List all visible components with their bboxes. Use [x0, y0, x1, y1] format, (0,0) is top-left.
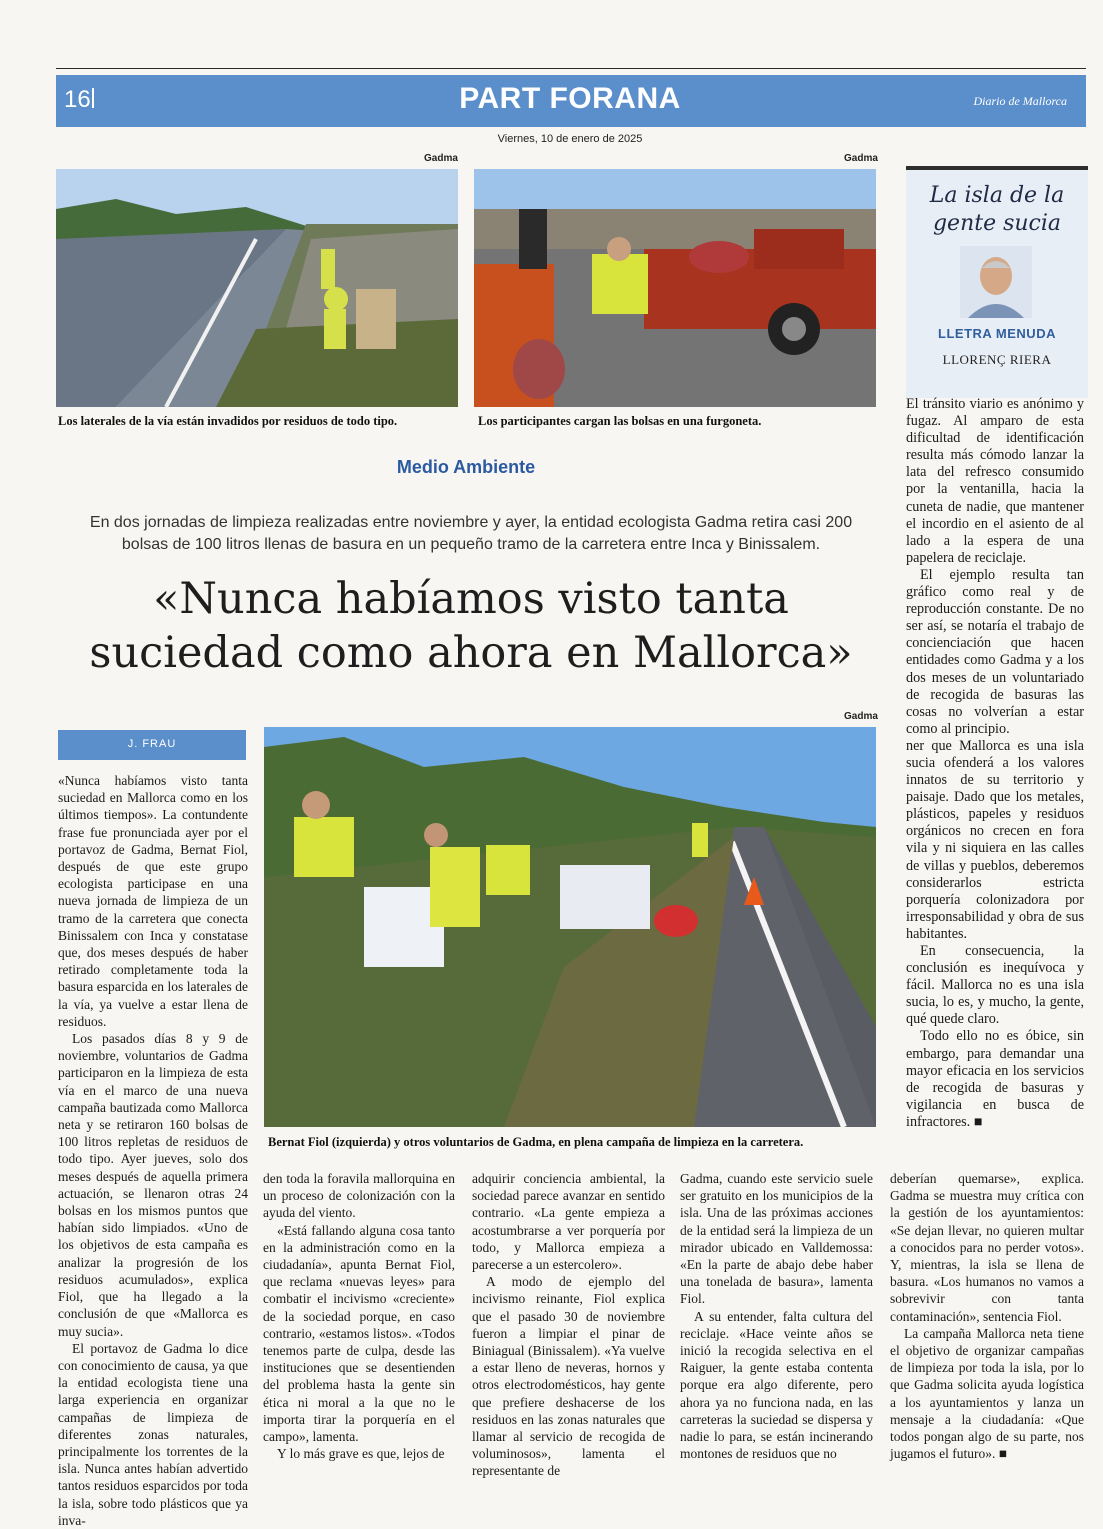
body-paragraph: El portavoz de Gadma lo dice con conocimiento de causa, ya que la entidad ecologista tiene una larga experiencia en organizar campañas de limpieza de diferentes zonas naturales, principalmente los torrentes de la isla. Nunca antes habían advertido tantos residuos esparcidos por toda la isla, sobre todo plásticos que ya inva- [58, 1340, 248, 1528]
body-paragraph: adquirir conciencia ambiental, la sociedad parece avanzar en sentido contrario. «La gente empieza a acostumbrarse a ver porquería por todo, y Mallorca empieza a parecerse a un estercolero». [472, 1171, 665, 1273]
opinion-paragraph: En consecuencia, la conclusión es inequívoca y fácil. Mallorca no es una isla sucia, lo es, y mucho, la gente, qué quede claro. [906, 943, 1084, 1028]
summary-line: En dos jornadas de limpieza realizadas entre noviembre y ayer, la entidad ecologista Gadma retira casi 200 [89, 514, 853, 531]
author-portrait [960, 246, 1032, 318]
opinion-paragraph: El ejemplo resulta tan gráfico como real y de reproducción constante. De no ser así, se notaría el trabajo de concienciación que hacen entidades como Gadma y a los dos meses de un voluntariado de recogida de basuras las cosas no volverían a estar como al principio. [906, 566, 1084, 737]
page-number: 16 [64, 86, 91, 113]
headline-line: «Nunca habíamos visto tanta [153, 574, 789, 624]
photo-credit-left: Gadma [424, 153, 458, 164]
body-paragraph: La campaña Mallorca neta tiene el objetivo de organizar campañas de limpieza por toda la isla, por lo que Gadma solicita ayuda logística a los ayuntamientos y lanza un mensaje a la ciudadanía: «Que todos pongan algo de su parte, nos jugamos el futuro». ■ [890, 1325, 1084, 1462]
article-column-4 [680, 1170, 873, 1462]
opinion-title [906, 182, 1088, 238]
section-title: PART FORANA [459, 82, 681, 115]
body-paragraph: A su entender, falta cultura del reciclaje. «Hace veinte años se inició la recogida selectiva en el Raiguer, la gente estaba contenta porque era algo diferente, pero ahora ya no funciona nada, en las carreteras la suciedad se dispersa y nadie lo para, se están incinerando montones de residuos que no [680, 1308, 873, 1462]
article-column-1 [58, 772, 248, 1529]
opinion-paragraph: ner que Mallorca es una isla sucia ofenderá a los valores innatos de su territorio y paisaje. Dado que los metales, plásticos, papeles y residuos orgánicos no crecen en fora vila y ni siquiera en las calles de villas y pueblos, deberemos considerarlos estricta porquería colonizadora por irresponsabilidad y obra de sus habitantes. [906, 737, 1084, 942]
top-rule [56, 68, 1086, 69]
opinion-author: LLORENÇ RIERA [942, 352, 1052, 367]
body-paragraph: Los pasados días 8 y 9 de noviembre, voluntarios de Gadma participaron en la limpieza de esta vía en el marco de una nueva campaña bautizada como Mallorca neta y se retiraron 160 bolsas de 100 litros repletas de residuos de todo tipo. Ayer jueves, solo dos meses después de aquella primera actuación, se llenaron otras 24 bolsas en los mismos puntos que habían sido limpiados. «Uno de los objetivos de esta campaña es analizar la progresión de los residuos acumulados», explica Fiol, que ha llegado a la conclusión de que «Mallorca es muy sucia». [58, 1031, 248, 1339]
page-number-divider [92, 88, 94, 108]
opinion-title-line1: La isla de la [929, 183, 1065, 208]
opinion-paragraph: Todo ello no es óbice, sin embargo, para demandar una mayor eficacia en los servicios de recogida de basuras y vigilancia en busca de infractores. ■ [906, 1028, 1084, 1130]
dateline: Viernes, 10 de enero de 2025 [497, 133, 643, 145]
photo-volunteers-cleaning [264, 727, 876, 1127]
body-paragraph: den toda la foravila mallorquina en un proceso de colonización con la ayuda del viento. [263, 1171, 455, 1221]
opinion-paragraph: El tránsito viario es anónimo y fugaz. Al amparo de esta dificultad de identificación resulta más cómodo lanzar la lata del refresco consumido por la ventanilla, hacia la cuneta de nadie, que mantener el incordio en el asiento de al lado a la espera de una papelera de reciclaje. [906, 396, 1084, 566]
body-paragraph: Y lo más grave es que, lejos de [277, 1446, 445, 1462]
photo-credit-main: Gadma [844, 711, 878, 722]
summary-line: bolsas de 100 litros llenas de basura en un pequeño tramo de la carretera entre Inca y Binissalem. [121, 536, 821, 553]
body-paragraph: «Nunca habíamos visto tanta suciedad en Mallorca como en los últimos tiempos». La contundente frase fue pronunciada ayer por el portavoz de Gadma, Bernat Fiol, después de que este grupo ecologista participase en una nueva jornada de limpieza de un tramo de la carretera que conecta Binissalem con Inca y constatase que, dos meses después de haber retirado completamente toda la basura esparcida en los laterales de la vía, ya vuelve a estar llena de residuos. [58, 773, 248, 1029]
headline-line: suciedad como ahora en Mallorca» [89, 628, 853, 678]
body-paragraph: A modo de ejemplo del incivismo reinante, Fiol explica que el pasado 30 de noviembre fueron a limpiar el pinar de Biniagual (Binissalem). «Ya vuelve a estar lleno de neveras, hornos y otros electrodomésticos, hay gente que prefiere deshacerse de los residuos en las zonas naturales que llamar al servicio de recogida de voluminosos», lamenta el representante de [472, 1274, 665, 1479]
photo-caption-main: Bernat Fiol (izquierda) y otros voluntarios de Gadma, en plena campaña de limpieza en la carretera. [268, 1135, 804, 1149]
body-paragraph: Gadma, cuando este servicio suele ser gratuito en los municipios de la isla. Una de las próximas acciones de la entidad será la limpieza de un mirador ubicado en Valldemossa: «En la parte de abajo debe haber una tonelada de basura», lamenta Fiol. [680, 1171, 873, 1307]
opinion-title-line2: gente sucia [932, 211, 1062, 236]
opinion-section: LLETRA MENUDA [938, 326, 1056, 341]
body-paragraph: deberían quemarse», explica. Gadma se muestra muy crítica con la gestión de los ayuntamientos: «Se dejan llevar, no quieren multar a conocidos para no perder votos». Y, mientras, la isla se llena de basura. «Los humanos no vamos a sobrevivir con tanta contaminación», sentencia Fiol. [890, 1171, 1084, 1324]
photo-caption-right: Los participantes cargan las bolsas en una furgoneta. [478, 414, 762, 428]
newspaper-name: Diario de Mallorca [973, 94, 1067, 108]
article-summary [56, 512, 886, 556]
photo-caption-left: Los laterales de la vía están invadidos por residuos de todo tipo. [58, 414, 398, 428]
article-headline [56, 572, 886, 680]
body-paragraph: «Está fallando alguna cosa tanto en la administración como en la ciudadanía», apunta Bernat Fiol, que reclama «nuevas leyes» para combatir el incivismo «creciente» de la sociedad porque, en caso contrario, «estamos listos». «Todos tenemos parte de culpa, desde las instituciones que se desentienden del problema hasta la gente sin ética ni moral a la que no le importa tirar la porquería en el campo», lamenta. [263, 1222, 455, 1445]
article-topic: Medio Ambiente [396, 457, 536, 477]
article-column-5 [890, 1170, 1084, 1462]
photo-credit-right: Gadma [844, 153, 878, 164]
article-column-2 [263, 1170, 455, 1462]
photo-van-loading [474, 169, 876, 407]
photo-road-verge [56, 169, 458, 407]
byline: J. FRAU [127, 738, 177, 750]
article-column-3 [472, 1170, 665, 1480]
opinion-column [906, 396, 1084, 1131]
